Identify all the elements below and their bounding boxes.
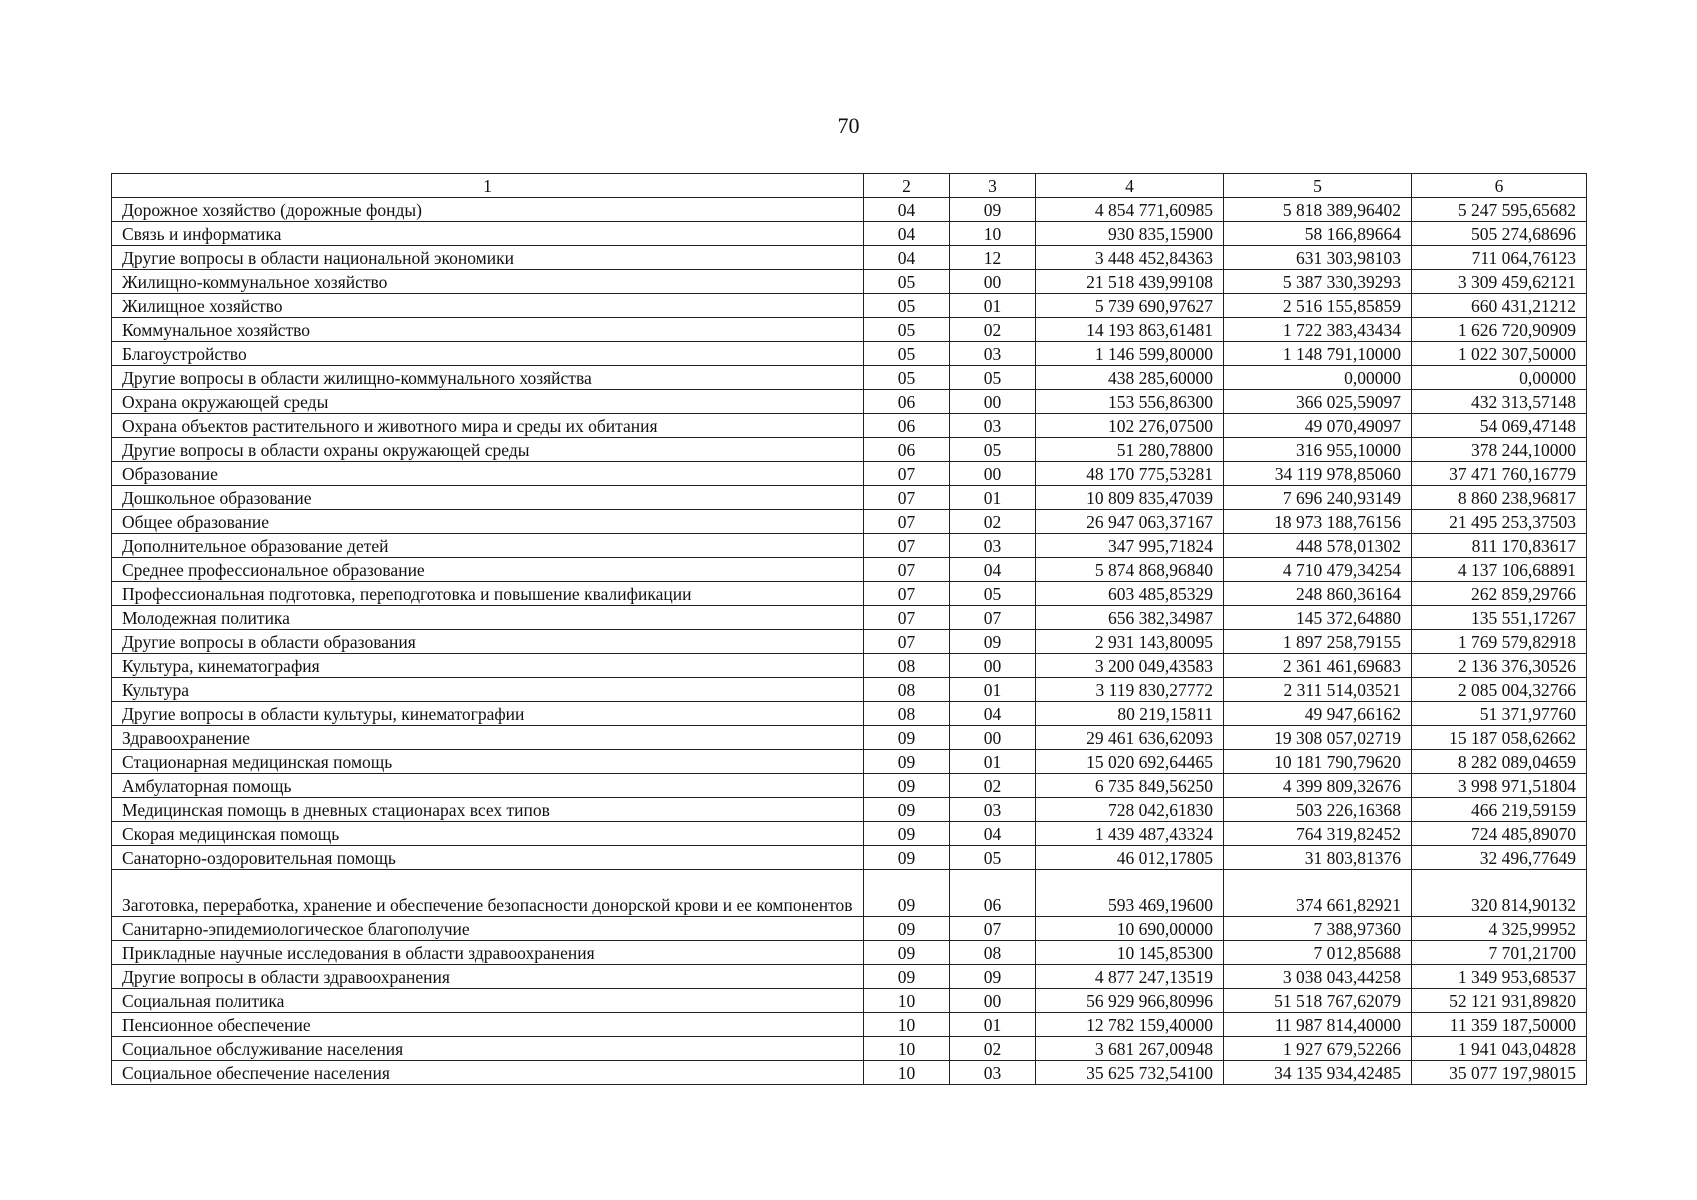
row-value-col4-cell: 2 931 143,80095 [1036,630,1224,654]
row-value-col4-cell: 10 145,85300 [1036,941,1224,965]
row-name-cell: Здравоохранение [112,726,864,750]
row-value-col6-cell: 37 471 760,16779 [1412,462,1587,486]
row-value-col4-cell: 4 877 247,13519 [1036,965,1224,989]
row-value-col6-cell: 35 077 197,98015 [1412,1061,1587,1085]
row-value-col6-cell: 15 187 058,62662 [1412,726,1587,750]
row-section-code-cell: 05 [864,366,950,390]
row-subsection-code-cell: 04 [950,702,1036,726]
row-section-code-cell: 05 [864,270,950,294]
row-subsection-code-cell: 03 [950,534,1036,558]
row-name-cell: Скорая медицинская помощь [112,822,864,846]
header-cell: 2 [864,174,950,198]
header-cell: 3 [950,174,1036,198]
table-row [112,246,1587,270]
table-row [112,989,1587,1013]
row-value-col5-cell: 18 973 188,76156 [1224,510,1412,534]
row-value-col4-cell: 347 995,71824 [1036,534,1224,558]
row-section-code-cell: 06 [864,390,950,414]
row-section-code-cell: 09 [864,774,950,798]
row-value-col6-cell: 505 274,68696 [1412,222,1587,246]
row-section-code-cell: 07 [864,534,950,558]
row-value-col5-cell: 0,00000 [1224,366,1412,390]
row-value-col6-cell: 1 941 043,04828 [1412,1037,1587,1061]
row-name-cell: Дополнительное образование детей [112,534,864,558]
budget-table [111,173,1587,1085]
row-subsection-code-cell: 12 [950,246,1036,270]
row-value-col6-cell: 4 325,99952 [1412,917,1587,941]
table-row [112,678,1587,702]
row-subsection-code-cell: 03 [950,798,1036,822]
row-subsection-code-cell: 00 [950,726,1036,750]
row-value-col5-cell: 2 311 514,03521 [1224,678,1412,702]
row-subsection-code-cell: 09 [950,965,1036,989]
row-value-col5-cell: 316 955,10000 [1224,438,1412,462]
row-section-code-cell: 07 [864,462,950,486]
row-value-col6-cell: 432 313,57148 [1412,390,1587,414]
row-value-col5-cell: 374 661,82921 [1224,870,1412,917]
table-row [112,606,1587,630]
row-name-cell: Культура, кинематография [112,654,864,678]
table-row [112,1061,1587,1085]
row-value-col6-cell: 1 769 579,82918 [1412,630,1587,654]
table-row [112,1037,1587,1061]
row-value-col4-cell: 102 276,07500 [1036,414,1224,438]
row-value-col4-cell: 3 448 452,84363 [1036,246,1224,270]
row-value-col4-cell: 1 146 599,80000 [1036,342,1224,366]
table-row [112,702,1587,726]
table-row [112,1013,1587,1037]
row-name-cell: Культура [112,678,864,702]
row-name-cell: Санаторно-оздоровительная помощь [112,846,864,870]
row-value-col4-cell: 3 119 830,27772 [1036,678,1224,702]
row-value-col4-cell: 10 809 835,47039 [1036,486,1224,510]
table-row [112,294,1587,318]
table-body [112,174,1587,1085]
row-value-col4-cell: 14 193 863,61481 [1036,318,1224,342]
row-section-code-cell: 07 [864,510,950,534]
row-section-code-cell: 06 [864,438,950,462]
row-value-col4-cell: 5 739 690,97627 [1036,294,1224,318]
row-value-col6-cell: 8 860 238,96817 [1412,486,1587,510]
row-subsection-code-cell: 07 [950,917,1036,941]
row-name-cell: Социальное обеспечение населения [112,1061,864,1085]
row-value-col4-cell: 656 382,34987 [1036,606,1224,630]
row-value-col6-cell: 4 137 106,68891 [1412,558,1587,582]
row-name-cell: Социальное обслуживание населения [112,1037,864,1061]
row-value-col4-cell: 51 280,78800 [1036,438,1224,462]
row-subsection-code-cell: 09 [950,630,1036,654]
row-value-col6-cell: 3 998 971,51804 [1412,774,1587,798]
row-value-col6-cell: 135 551,17267 [1412,606,1587,630]
row-section-code-cell: 08 [864,678,950,702]
row-value-col4-cell: 438 285,60000 [1036,366,1224,390]
row-name-cell: Медицинская помощь в дневных стационарах всех типов [112,798,864,822]
row-value-col4-cell: 6 735 849,56250 [1036,774,1224,798]
table-row [112,654,1587,678]
row-subsection-code-cell: 05 [950,582,1036,606]
row-subsection-code-cell: 08 [950,941,1036,965]
row-value-col6-cell: 2 085 004,32766 [1412,678,1587,702]
row-subsection-code-cell: 01 [950,486,1036,510]
row-subsection-code-cell: 03 [950,1061,1036,1085]
row-name-cell: Заготовка, переработка, хранение и обеспечение безопасности донорской крови и ее компонентов [112,870,864,917]
row-value-col5-cell: 448 578,01302 [1224,534,1412,558]
table-row [112,438,1587,462]
row-name-cell: Охрана объектов растительного и животного мира и среды их обитания [112,414,864,438]
table-row [112,798,1587,822]
row-subsection-code-cell: 05 [950,438,1036,462]
row-section-code-cell: 09 [864,750,950,774]
table-row [112,222,1587,246]
row-name-cell: Другие вопросы в области образования [112,630,864,654]
row-value-col5-cell: 58 166,89664 [1224,222,1412,246]
table-row [112,558,1587,582]
table-row [112,366,1587,390]
row-section-code-cell: 07 [864,558,950,582]
table-row [112,870,1587,917]
table-header-row [112,174,1587,198]
row-name-cell: Профессиональная подготовка, переподготовка и повышение квалификации [112,582,864,606]
table-row [112,822,1587,846]
row-value-col5-cell: 764 319,82452 [1224,822,1412,846]
row-name-cell: Пенсионное обеспечение [112,1013,864,1037]
row-value-col5-cell: 2 516 155,85859 [1224,294,1412,318]
row-value-col4-cell: 56 929 966,80996 [1036,989,1224,1013]
row-value-col6-cell: 811 170,83617 [1412,534,1587,558]
table-row [112,390,1587,414]
row-value-col6-cell: 378 244,10000 [1412,438,1587,462]
table-row [112,342,1587,366]
table-row [112,965,1587,989]
table-row [112,846,1587,870]
row-section-code-cell: 08 [864,654,950,678]
row-value-col5-cell: 4 399 809,32676 [1224,774,1412,798]
row-value-col6-cell: 7 701,21700 [1412,941,1587,965]
row-value-col4-cell: 603 485,85329 [1036,582,1224,606]
row-section-code-cell: 09 [864,941,950,965]
row-section-code-cell: 09 [864,798,950,822]
row-value-col6-cell: 320 814,90132 [1412,870,1587,917]
row-value-col5-cell: 1 722 383,43434 [1224,318,1412,342]
row-name-cell: Другие вопросы в области охраны окружающей среды [112,438,864,462]
row-value-col5-cell: 5 387 330,39293 [1224,270,1412,294]
row-name-cell: Дорожное хозяйство (дорожные фонды) [112,198,864,222]
row-section-code-cell: 09 [864,917,950,941]
row-value-col6-cell: 660 431,21212 [1412,294,1587,318]
row-value-col5-cell: 34 135 934,42485 [1224,1061,1412,1085]
row-subsection-code-cell: 05 [950,846,1036,870]
row-value-col6-cell: 724 485,89070 [1412,822,1587,846]
table-row [112,726,1587,750]
row-value-col5-cell: 1 927 679,52266 [1224,1037,1412,1061]
row-section-code-cell: 09 [864,965,950,989]
header-cell: 5 [1224,174,1412,198]
row-value-col5-cell: 49 070,49097 [1224,414,1412,438]
header-cell: 6 [1412,174,1587,198]
table-row [112,630,1587,654]
row-section-code-cell: 10 [864,1037,950,1061]
row-section-code-cell: 09 [864,846,950,870]
row-value-col5-cell: 7 388,97360 [1224,917,1412,941]
row-value-col6-cell: 52 121 931,89820 [1412,989,1587,1013]
row-subsection-code-cell: 09 [950,198,1036,222]
row-section-code-cell: 09 [864,822,950,846]
row-name-cell: Жилищно-коммунальное хозяйство [112,270,864,294]
row-value-col6-cell: 711 064,76123 [1412,246,1587,270]
header-cell: 4 [1036,174,1224,198]
row-name-cell: Прикладные научные исследования в области здравоохранения [112,941,864,965]
row-subsection-code-cell: 00 [950,654,1036,678]
row-value-col4-cell: 10 690,00000 [1036,917,1224,941]
row-value-col5-cell: 49 947,66162 [1224,702,1412,726]
row-section-code-cell: 07 [864,582,950,606]
row-value-col4-cell: 153 556,86300 [1036,390,1224,414]
row-subsection-code-cell: 03 [950,414,1036,438]
row-value-col5-cell: 3 038 043,44258 [1224,965,1412,989]
row-value-col5-cell: 1 148 791,10000 [1224,342,1412,366]
row-subsection-code-cell: 00 [950,270,1036,294]
row-value-col4-cell: 15 020 692,64465 [1036,750,1224,774]
row-value-col5-cell: 366 025,59097 [1224,390,1412,414]
row-value-col6-cell: 0,00000 [1412,366,1587,390]
row-name-cell: Стационарная медицинская помощь [112,750,864,774]
table-row [112,198,1587,222]
row-subsection-code-cell: 01 [950,750,1036,774]
row-section-code-cell: 07 [864,486,950,510]
table-row [112,486,1587,510]
row-value-col6-cell: 32 496,77649 [1412,846,1587,870]
row-value-col4-cell: 5 874 868,96840 [1036,558,1224,582]
row-value-col6-cell: 2 136 376,30526 [1412,654,1587,678]
row-value-col4-cell: 3 681 267,00948 [1036,1037,1224,1061]
row-subsection-code-cell: 02 [950,510,1036,534]
row-name-cell: Молодежная политика [112,606,864,630]
row-value-col4-cell: 1 439 487,43324 [1036,822,1224,846]
row-value-col5-cell: 31 803,81376 [1224,846,1412,870]
row-subsection-code-cell: 05 [950,366,1036,390]
row-value-col5-cell: 51 518 767,62079 [1224,989,1412,1013]
table-row [112,462,1587,486]
row-subsection-code-cell: 06 [950,870,1036,917]
row-value-col4-cell: 593 469,19600 [1036,870,1224,917]
row-name-cell: Санитарно-эпидемиологическое благополучие [112,917,864,941]
row-value-col4-cell: 46 012,17805 [1036,846,1224,870]
row-value-col6-cell: 51 371,97760 [1412,702,1587,726]
row-value-col6-cell: 54 069,47148 [1412,414,1587,438]
row-value-col6-cell: 466 219,59159 [1412,798,1587,822]
row-subsection-code-cell: 01 [950,678,1036,702]
row-subsection-code-cell: 00 [950,390,1036,414]
row-section-code-cell: 06 [864,414,950,438]
row-subsection-code-cell: 04 [950,822,1036,846]
row-name-cell: Благоустройство [112,342,864,366]
table-row [112,582,1587,606]
table-row [112,414,1587,438]
row-value-col4-cell: 48 170 775,53281 [1036,462,1224,486]
row-value-col5-cell: 34 119 978,85060 [1224,462,1412,486]
table-row [112,510,1587,534]
table-row [112,318,1587,342]
table-row [112,750,1587,774]
row-value-col6-cell: 1 349 953,68537 [1412,965,1587,989]
row-subsection-code-cell: 10 [950,222,1036,246]
row-value-col6-cell: 21 495 253,37503 [1412,510,1587,534]
row-name-cell: Социальная политика [112,989,864,1013]
row-name-cell: Другие вопросы в области жилищно-коммунального хозяйства [112,366,864,390]
row-value-col5-cell: 7 696 240,93149 [1224,486,1412,510]
row-subsection-code-cell: 04 [950,558,1036,582]
page-number: 70 [837,113,860,138]
table-row [112,917,1587,941]
row-value-col5-cell: 2 361 461,69683 [1224,654,1412,678]
row-value-col5-cell: 11 987 814,40000 [1224,1013,1412,1037]
row-subsection-code-cell: 02 [950,318,1036,342]
row-value-col6-cell: 5 247 595,65682 [1412,198,1587,222]
row-section-code-cell: 04 [864,198,950,222]
header-cell: 1 [112,174,864,198]
row-value-col4-cell: 728 042,61830 [1036,798,1224,822]
row-value-col6-cell: 1 022 307,50000 [1412,342,1587,366]
row-value-col4-cell: 26 947 063,37167 [1036,510,1224,534]
row-section-code-cell: 08 [864,702,950,726]
table-row [112,270,1587,294]
row-subsection-code-cell: 01 [950,1013,1036,1037]
row-section-code-cell: 09 [864,870,950,917]
row-section-code-cell: 10 [864,1061,950,1085]
row-value-col4-cell: 4 854 771,60985 [1036,198,1224,222]
row-value-col5-cell: 5 818 389,96402 [1224,198,1412,222]
row-subsection-code-cell: 03 [950,342,1036,366]
row-section-code-cell: 09 [864,726,950,750]
row-subsection-code-cell: 00 [950,462,1036,486]
row-section-code-cell: 04 [864,246,950,270]
row-subsection-code-cell: 01 [950,294,1036,318]
row-value-col5-cell: 19 308 057,02719 [1224,726,1412,750]
row-value-col5-cell: 1 897 258,79155 [1224,630,1412,654]
row-value-col4-cell: 21 518 439,99108 [1036,270,1224,294]
row-name-cell: Жилищное хозяйство [112,294,864,318]
row-section-code-cell: 04 [864,222,950,246]
row-value-col4-cell: 3 200 049,43583 [1036,654,1224,678]
row-value-col4-cell: 80 219,15811 [1036,702,1224,726]
row-name-cell: Другие вопросы в области национальной экономики [112,246,864,270]
row-subsection-code-cell: 07 [950,606,1036,630]
row-section-code-cell: 05 [864,342,950,366]
row-name-cell: Охрана окружающей среды [112,390,864,414]
row-value-col5-cell: 503 226,16368 [1224,798,1412,822]
row-value-col6-cell: 262 859,29766 [1412,582,1587,606]
row-subsection-code-cell: 02 [950,1037,1036,1061]
row-value-col6-cell: 1 626 720,90909 [1412,318,1587,342]
row-value-col5-cell: 248 860,36164 [1224,582,1412,606]
table-row [112,941,1587,965]
row-section-code-cell: 05 [864,318,950,342]
row-name-cell: Коммунальное хозяйство [112,318,864,342]
table-row [112,534,1587,558]
row-name-cell: Среднее профессиональное образование [112,558,864,582]
row-name-cell: Дошкольное образование [112,486,864,510]
row-value-col5-cell: 7 012,85688 [1224,941,1412,965]
row-section-code-cell: 10 [864,989,950,1013]
row-section-code-cell: 10 [864,1013,950,1037]
row-value-col5-cell: 631 303,98103 [1224,246,1412,270]
row-value-col4-cell: 930 835,15900 [1036,222,1224,246]
row-value-col5-cell: 4 710 479,34254 [1224,558,1412,582]
row-name-cell: Образование [112,462,864,486]
row-value-col6-cell: 11 359 187,50000 [1412,1013,1587,1037]
row-value-col4-cell: 35 625 732,54100 [1036,1061,1224,1085]
table-row [112,774,1587,798]
row-value-col4-cell: 29 461 636,62093 [1036,726,1224,750]
row-section-code-cell: 07 [864,630,950,654]
row-value-col4-cell: 12 782 159,40000 [1036,1013,1224,1037]
row-value-col6-cell: 8 282 089,04659 [1412,750,1587,774]
row-name-cell: Амбулаторная помощь [112,774,864,798]
row-name-cell: Связь и информатика [112,222,864,246]
row-value-col6-cell: 3 309 459,62121 [1412,270,1587,294]
row-subsection-code-cell: 00 [950,989,1036,1013]
row-section-code-cell: 05 [864,294,950,318]
row-name-cell: Общее образование [112,510,864,534]
row-name-cell: Другие вопросы в области здравоохранения [112,965,864,989]
row-section-code-cell: 07 [864,606,950,630]
row-name-cell: Другие вопросы в области культуры, кинематографии [112,702,864,726]
row-value-col5-cell: 10 181 790,79620 [1224,750,1412,774]
row-subsection-code-cell: 02 [950,774,1036,798]
row-value-col5-cell: 145 372,64880 [1224,606,1412,630]
